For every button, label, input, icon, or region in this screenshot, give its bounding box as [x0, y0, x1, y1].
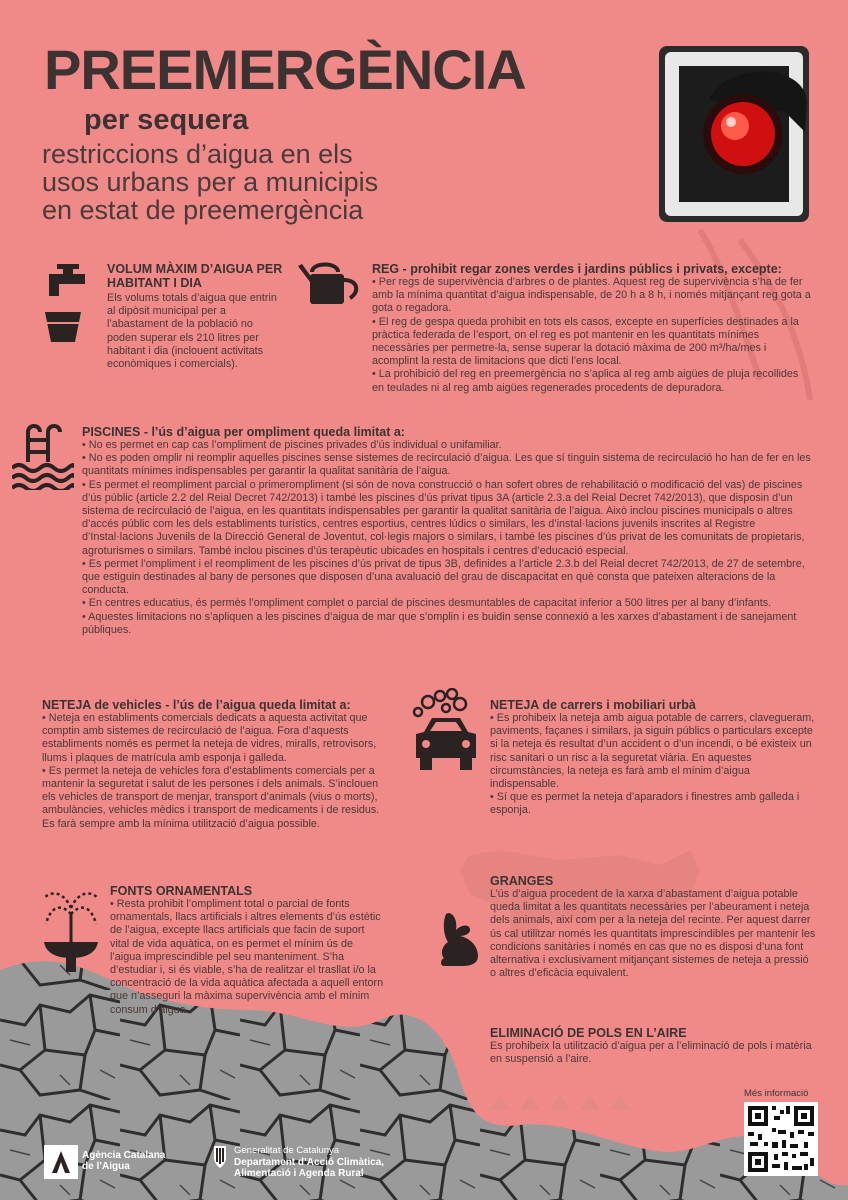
piscines-item: • Es permet l’ompliment i el reompliment de les piscines d’ús privat de tipus 3B, definides a l’article 2.3.b del Reial decret 742/2013, de 27 de setembre, que estiguin destinades al bany de persones que disposen d’una avaluació del grau de discapacitat en què consta que pateixen alteracions de la conducta.	[82, 557, 805, 597]
granges-title: GRANGES	[490, 874, 554, 888]
vehicles-item: • Neteja en establiments comercials dedicats a aquesta activitat que comptin amb sistemes de recirculació de l’aigua. Fora d’aquests establiments només es permet la neteja de vidres, miralls, retrovisors, llums i plaques de matrícula amb esponja i galleda.	[42, 712, 377, 764]
gen-line-1: Generalitat de Catalunya	[234, 1145, 340, 1156]
piscines-text	[82, 439, 822, 637]
piscines-item: • En centres educatius, és permès l’ompliment complet o parcial de piscines desmuntables de capacitat inferior a 500 litres per al bany d’infants.	[82, 597, 772, 610]
page-title: PREEMERGÈNCIA	[44, 38, 526, 101]
lead-text	[42, 140, 562, 224]
piscines-item: • No es poden omplir ni reomplir aquelles piscines sense sistemes de recirculació d’aigua. Les que sí tinguin sistema de recirculació ho han de fer en les quantitats mínimes indispensables per garantir la qualitat sanitària de l’aigua.	[82, 452, 811, 478]
reg-item: • El reg de gespa queda prohibit en tots els casos, excepte en superfícies destinades a la pràctica federada de l’esport, on el reg es pot mantenir en les quantitats mínimes necessàries per permetre-la, sense superar la dotació màxima de 200 m³/ha/mes i acomplint la resta de limitacions que dicti l’ens local.	[372, 315, 799, 368]
pols-text: Es prohibeix la utilització d’aigua per a l’eliminació de pols i matèria en suspensió a l’aire.	[490, 1040, 812, 1066]
reg-item: • Per regs de supervivència d’arbres o de plantes. Aquest reg de supervivència s’ha de fer amb la mínima quantitat d’aigua indispensable, de 20 h a 8 h, i només mitjançant reg gota a gota o regadora.	[372, 276, 811, 315]
rabbit-icon	[436, 910, 486, 968]
lead-line-1: restriccions d’aigua en els	[42, 139, 353, 169]
reg-title: REG - prohibit regar zones verdes i jardins públics i privats, excepte:	[372, 262, 782, 276]
traffic-light-icon	[655, 42, 815, 232]
volum-title: VOLUM MÀXIM D’AIGUA PER HABITANT I DIA	[107, 262, 283, 290]
vehicles-item: • Es permet la neteja de vehicles fora d’establiments comercials per a mantenir la seguretat i salut de les persones i dels animals. S’inclouen els vehicles de transport de menjar, transport d’animals (vius o morts), ambulàncies, vehicles mèdics i transport de medicaments i de residus. Es farà sempre amb la mínima utilització d’aigua possible.	[42, 764, 380, 830]
fountain-icon	[40, 884, 102, 974]
fonts-title: FONTS ORNAMENTALS	[110, 884, 253, 898]
generalitat-logo-text	[234, 1146, 384, 1179]
page-subtitle: per sequera	[84, 104, 249, 136]
pols-title: ELIMINACIÓ DE POLS EN L’AIRE	[490, 1026, 687, 1040]
carrers-title: NETEJA de carrers i mobiliari urbà	[490, 698, 696, 712]
vehicles-title: NETEJA de vehicles - l’ús de l’aigua queda limitat a:	[42, 698, 351, 712]
gen-line-2: Departament d’Acció Climàtica,	[234, 1156, 385, 1168]
piscines-title: PISCINES - l’ús d’aigua per ompliment queda limitat a:	[82, 425, 405, 439]
watering-can-icon	[298, 262, 366, 310]
aca-logo-icon	[44, 1145, 78, 1179]
carrers-text	[490, 712, 816, 818]
piscines-item: • No es permet en cap cas l’ompliment de piscines privades d’ús individual o unifamiliar.	[82, 439, 502, 451]
lead-line-3: en estat de preemergència	[42, 195, 364, 225]
reg-item: • La prohibició del reg en preemergència no s’aplica al reg amb aigües de pluja recollides en teulades ni al reg amb aigües regenerades procedents de depuradora.	[372, 368, 799, 394]
granges-text: L’ús d’aigua procedent de la xarxa d’abastament d’aigua potable queda limitat a les quantitats necessàries per l’abeurament i neteja dels animals, així com per a la neteja del recinte. Per aquest darrer ús cal utilitzar només les quantitats imprescindibles per mantenir les condicions sanitàries i només en cas que no es disposi d’una font alternativa i exclusivament mitjançant sistemes de neteja a pressió o altres d’eficàcia equivalent.	[490, 888, 816, 980]
aca-logo-text	[82, 1150, 165, 1172]
carrers-item: • Sí que es permet la neteja d’aparadors i finestres amb galleda i esponja.	[490, 791, 800, 817]
piscines-item: • Es permet el reompliment parcial o primerompliment (si són de nova construcció o han sofert obres de rehabilitació o modificació del vas) de piscines d’ús públic (article 2.2 del Reial Decret 742/2013) i també les piscines d’ús privat tipus 3A (article 2.3.a del Reial Decret 742/2013), que disposin d’un sistema de recirculació de l’aigua, en les quantitats indispensables per garantir la qualitat sanitària de l’aigua. Això inclou piscines municipals o altres d’accés públic com les dels establiments turístics, centres esportius, centres lúdics o similars, les d’instal·lacions juvenils inscrites al Registre d’Instal·lacions Juvenils de la Direcció General de Joventut, col·legis majors o similars, i també les piscines d’ús privat de les comunitats de propietaris, agroturismes o similars. També inclou piscines d’ús terapèutic ubicades en hospitals i centres d’educació especial.	[82, 478, 805, 557]
reg-text	[372, 276, 812, 395]
aca-line-1: Agència Catalana	[82, 1150, 166, 1161]
pool-ladder-icon	[12, 424, 74, 490]
piscines-item: • Aquestes limitacions no s’apliquen a les piscines d’aigua de mar que s’omplin i es buidin sense connexió a les xarxes d’abastament i de sanejament públiques.	[82, 610, 797, 636]
faucet-icon	[45, 262, 97, 342]
generalitat-logo-icon	[212, 1146, 228, 1168]
more-info-label: Més informació	[744, 1088, 809, 1099]
fonts-text: • Resta prohibit l’ompliment total o parcial de fonts ornamentals, llacs artificials i altres elements d’ús estètic de l’aigua, excepte llacs artificials que facin de suport vital de vida aquàtica, on es permet el mínim ús de l’aigua imprescindible pel seu manteniment. S’ha d’estudiar i, si és viable, s’ha de realitzar el trasllat i/o la concentració de la vida aquàtica afectada a aquell entorn que n’asseguri la màxima supervivència amb el mínim consum d’aigua.	[110, 898, 384, 1016]
carrers-item: • Es prohibeix la neteja amb aigua potable de carrers, clavegueram, paviments, façanes i similars, ja siguin públics o particulars excepte si la neteja és resultat d’un accident o d’un incendi, o bé existeix un risc sanitari o un risc a la seguretat viària. En aquestes circumstàncies, la neteja es farà amb el mínim d’aigua indispensable.	[490, 712, 815, 791]
gen-line-3: Alimentació i Agenda Rural	[234, 1167, 364, 1179]
aca-line-2: de l’Aigua	[82, 1161, 130, 1172]
car-wash-icon	[410, 688, 482, 774]
volum-text: Els volums totals d’aigua que entrin al dipòsit municipal per a l’abastament de la població no poden superar els 210 litres per habitant i dia (inclouent activitats econòmiques i comercials).	[107, 292, 277, 371]
lead-line-2: usos urbans per a municipis	[42, 167, 379, 197]
vehicles-text	[42, 712, 386, 831]
qr-code-icon[interactable]	[744, 1102, 818, 1176]
